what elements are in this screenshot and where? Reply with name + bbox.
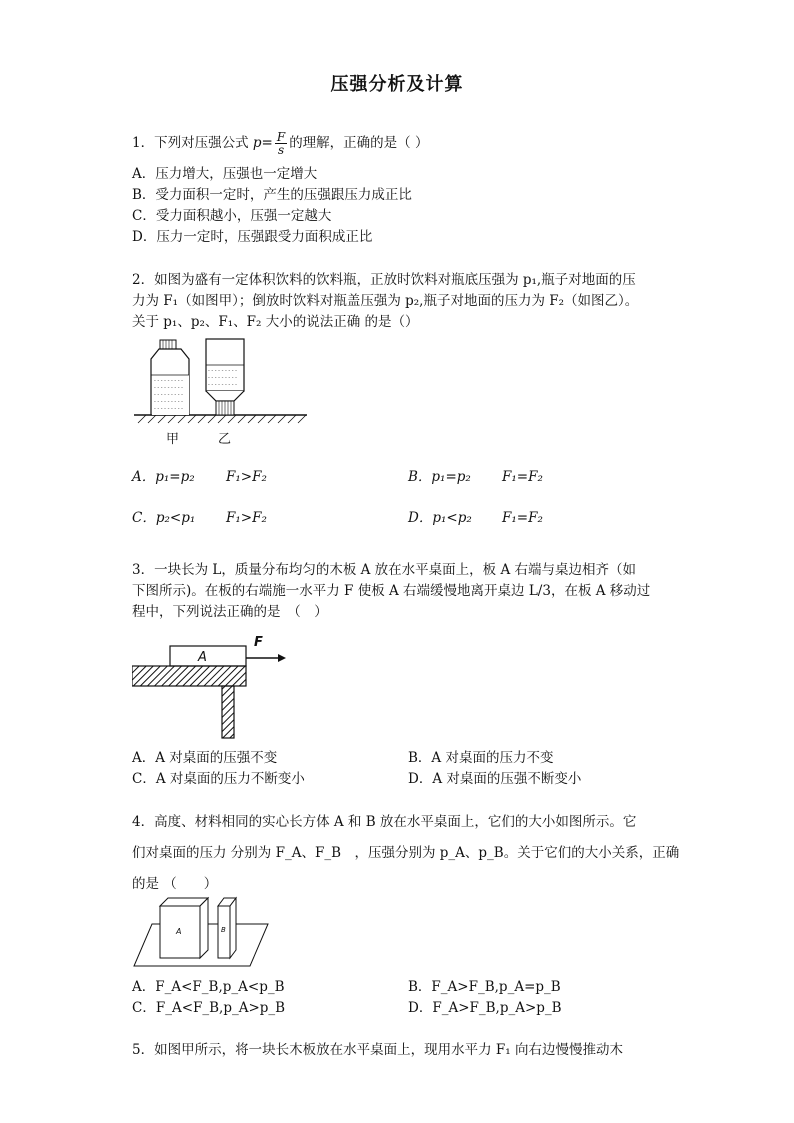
q4-option-a[interactable]: A．F_A<F_B,p_A<p_B (132, 979, 285, 995)
formula-numerator: F (276, 130, 286, 144)
svg-text:- - - - - - - - -: - - - - - - - - - (208, 382, 237, 388)
block-b (218, 898, 236, 958)
q1-option-a[interactable]: A．压力增大，压强也一定增大 (132, 166, 318, 182)
table-top (132, 666, 246, 686)
q1-option-b[interactable]: B．受力面积一定时，产生的压强跟压力成正比 (132, 187, 412, 203)
q2-stem-line3: 关于 p₁、p₂、F₁、F₂ 大小的说法正确 的是（） (132, 314, 419, 330)
svg-text:- - - - - - - - -: - - - - - - - - - (154, 406, 183, 412)
formula-p: p (252, 135, 262, 151)
q1-option-d[interactable]: D．压力一定时，压强跟受力面积成正比 (132, 229, 373, 245)
q3-option-d[interactable]: D．A 对桌面的压强不断变小 (408, 771, 582, 787)
q2-option-d-p[interactable]: D．p₁<p₂ (408, 510, 472, 526)
svg-text:- - - - - - - - -: - - - - - - - - - (154, 385, 183, 391)
block-a (160, 898, 208, 958)
block-b-label: B (221, 926, 226, 934)
label-jia: 甲 (166, 432, 180, 447)
block-a-label: A (176, 927, 182, 936)
page-title: 压强分析及计算 (330, 74, 464, 95)
q2-option-a-p[interactable]: A．p₁=p₂ (132, 469, 195, 485)
bottle-upright (151, 340, 189, 415)
q3-option-a[interactable]: A．A 对桌面的压强不变 (132, 750, 278, 766)
board-a-label: A (198, 650, 207, 665)
q4-stem-line1: 4．高度、材料相同的实心长方体 A 和 B 放在水平桌面上，它们的大小如图所示。它 (132, 814, 637, 830)
q1-option-c[interactable]: C．受力面积越小，压强一定越大 (132, 208, 332, 224)
formula-denominator: s (277, 143, 285, 157)
q1-stem-after: 的理解，正确的是（ ） (289, 135, 429, 151)
formula-fraction (275, 131, 287, 156)
q2-option-b-f[interactable]: F₁=F₂ (502, 469, 543, 485)
q5-stem-line1: 5．如图甲所示，将一块长木板放在水平桌面上，现用水平力 F₁ 向右边慢慢推动木 (132, 1042, 623, 1058)
q2-option-d-f[interactable]: F₁=F₂ (502, 510, 543, 526)
svg-text:- - - - - - - - -: - - - - - - - - - (154, 378, 183, 384)
force-label: F (254, 635, 263, 650)
q3-stem-line1: 3．一块长为 L，质量分布均匀的木板 A 放在水平桌面上，板 A 右端与桌边相齐（如 (132, 562, 637, 578)
q3-stem-line2: 下图所示)。在板的右端施一水平力 F 使板 A 右端缓慢地离开桌边 L/3，在板 A 移动过 (132, 583, 651, 599)
q2-option-b-p[interactable]: B．p₁=p₂ (408, 469, 471, 485)
svg-text:- - - - - - - - -: - - - - - - - - - (154, 392, 183, 398)
q2-option-c-p[interactable]: C．p₂<p₁ (132, 510, 196, 526)
label-yi: 乙 (218, 432, 232, 447)
q2-option-c-f[interactable]: F₁>F₂ (226, 510, 267, 526)
q4-stem-line2: 们对桌面的压力 分别为 F_A、F_B ，压强分别为 p_A、p_B。关于它们的大小关系，正确 (132, 845, 680, 861)
q3-option-c[interactable]: C．A 对桌面的压力不断变小 (132, 771, 305, 787)
q4-option-b[interactable]: B．F_A>F_B,p_A=p_B (408, 979, 561, 995)
q2-option-a-f[interactable]: F₁>F₂ (226, 469, 267, 485)
q3-option-b[interactable]: B．A 对桌面的压力不变 (408, 750, 554, 766)
bottle-inverted (206, 339, 244, 415)
q2-stem-line1: 2．如图为盛有一定体积饮料的饮料瓶，正放时饮料对瓶底压强为 p₁,瓶子对地面的压 (132, 272, 636, 288)
q4-stem-line3: 的是 （ ） (132, 876, 218, 892)
svg-text:- - - - - - - - -: - - - - - - - - - (154, 399, 183, 405)
svg-text:- - - - - - - - -: - - - - - - - - - (208, 368, 237, 374)
q3-stem-line3: 程中，下列说法正确的是 （ ） (132, 604, 328, 620)
q1-stem-before: 1．下列对压强公式 (132, 135, 253, 151)
q4-option-c[interactable]: C．F_A<F_B,p_A>p_B (132, 1000, 286, 1016)
board-a (170, 646, 246, 666)
question-1-stem (132, 131, 662, 156)
q4-option-d[interactable]: D．F_A>F_B,p_A>p_B (408, 1000, 562, 1016)
svg-text:- - - - - - - - -: - - - - - - - - - (208, 375, 237, 381)
q2-bottle-figure (132, 335, 312, 450)
q2-stem-line2: 力为 F₁（如图甲）；倒放时饮料对瓶盖压强为 p₂,瓶子对地面的压力为 F₂（如图乙）。 (132, 293, 639, 309)
q3-board-figure (132, 630, 292, 742)
q4-blocks-figure (132, 892, 272, 972)
table-leg (222, 686, 234, 738)
formula-eq: = (261, 135, 273, 151)
